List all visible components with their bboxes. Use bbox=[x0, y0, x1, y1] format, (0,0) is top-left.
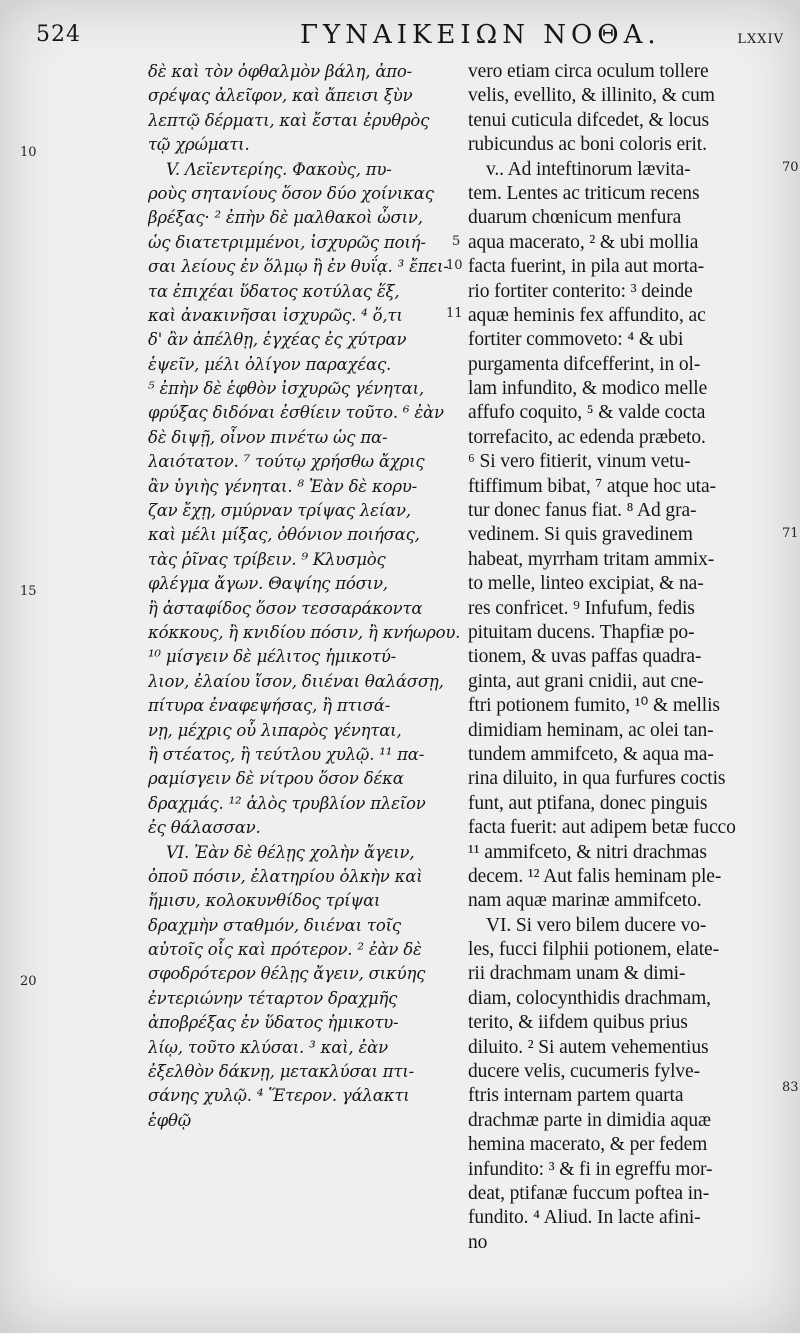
text-line: ἐς θάλασσαν. bbox=[148, 818, 261, 838]
text-line: ζαν ἔχῃ, σμύρναν τρίψας λείαν, bbox=[148, 501, 411, 521]
text-line: ftiffimum bibat, ⁷ atque hoc uta- bbox=[468, 475, 716, 497]
text-line: torrefacito, ac edenda præbeto. bbox=[468, 426, 706, 448]
text-line: tionem, & uvas paffas quadra- bbox=[468, 646, 702, 668]
text-line: λεπτῷ δέρματι, καὶ ἔσται ἐρυθρὸς bbox=[148, 110, 430, 130]
text-line: ραμίσγειν δὲ νίτρου ὅσον δέκα bbox=[148, 769, 404, 789]
text-line: δ' ἂν ἀπέλθῃ, ἐγχέας ἐς χύτραν bbox=[148, 330, 407, 350]
text-line: habeat, myrrham tritam ammix- bbox=[468, 548, 715, 570]
text-line: les, fucci filphii potionem, elate- bbox=[468, 939, 720, 961]
text-line: καὶ ἀνακινῆσαι ἰσχυρῶς. ⁴ ὅ,τι bbox=[148, 305, 403, 325]
text-line: tenui cuticula difcedet, & locus bbox=[468, 109, 710, 131]
text-line: ⁵ ἐπὴν δὲ ἑφθὸν ἰσχυρῶς γένηται, bbox=[148, 379, 424, 399]
greek-line-number: 10 bbox=[20, 145, 37, 160]
text-line: fundito. ⁴ Aliud. In lacte afini- bbox=[468, 1207, 701, 1229]
middle-line-number: 5 bbox=[452, 234, 461, 249]
text-line: facta fuerit: aut adipem betæ fucco bbox=[468, 817, 736, 839]
right-line-number: 83 bbox=[782, 1080, 799, 1095]
text-line: diam, colocynthidis drachmam, bbox=[468, 987, 711, 1009]
text-line: ginta, aut grani cnidii, aut cne- bbox=[468, 670, 704, 692]
text-line: φρύξας διδόναι ἐσθίειν τοῦτο. ⁶ ἐὰν bbox=[148, 403, 444, 423]
text-line: terito, & iifdem quibus prius bbox=[468, 1012, 688, 1034]
text-line: αὐτοῖς οἷς καὶ πρότερον. ² ἐὰν δὲ bbox=[148, 940, 422, 960]
text-line: diluito. ² Si autem vehementius bbox=[468, 1036, 709, 1058]
text-line: ftris internam partem quarta bbox=[468, 1085, 684, 1107]
text-line: vero etiam circa oculum tollere bbox=[468, 61, 709, 82]
middle-line-number: 10 bbox=[446, 258, 463, 273]
text-line: ¹¹ ammifceto, & nitri drachmas bbox=[468, 841, 707, 863]
text-line: tur donec fanus fiat. ⁸ Ad gra- bbox=[468, 500, 697, 522]
greek-line-number: 15 bbox=[20, 584, 37, 599]
text-line: νῃ, μέχρις οὗ λιπαρὸς γένηται, bbox=[148, 720, 402, 740]
text-line: καὶ μέλι μίξας, ὀθόνιον ποιήσας, bbox=[148, 525, 420, 545]
text-line: deat, ptifanæ fuccum poftea in- bbox=[468, 1182, 710, 1204]
greek-line-number: 20 bbox=[20, 974, 37, 989]
text-line: funt, aut ptifana, donec pinguis bbox=[468, 792, 708, 814]
text-line: dimidiam heminam, ac olei tan- bbox=[468, 719, 714, 741]
text-line: res confricet. ⁹ Infufum, fedis bbox=[468, 597, 695, 619]
text-line: VI. Ἐὰν δὲ θέλῃς χολὴν ἄγειν, bbox=[166, 842, 415, 862]
text-line: τῷ χρώματι. bbox=[148, 135, 250, 155]
right-line-number: 70 bbox=[782, 160, 799, 175]
text-line: πίτυρα ἐναφεψήσας, ἢ πτισά- bbox=[148, 696, 391, 716]
text-line: σαι λείους ἐν ὅλμῳ ἢ ἐν θυΐᾳ. ³ ἔπει- bbox=[148, 257, 449, 277]
text-line: affufo coquito, ⁵ & valde cocta bbox=[468, 402, 706, 424]
text-line: ἂν ὑγιὴς γένηται. ⁸ Ἐὰν δὲ κορυ- bbox=[148, 476, 418, 496]
text-line: purgamenta difcefferint, in ol- bbox=[468, 353, 701, 375]
text-line: λαιότατον. ⁷ τούτῳ χρήσθω ἄχρις bbox=[148, 452, 425, 472]
text-line: δὲ καὶ τὸν ὀφθαλμὸν βάλη, ἀπο- bbox=[148, 62, 413, 81]
running-head bbox=[0, 18, 800, 58]
text-line: ἐντεριώνην τέταρτον δραχμῆς bbox=[148, 988, 398, 1008]
text-line: decem. ¹² Aut falis heminam ple- bbox=[468, 865, 722, 887]
text-line: ὡς διατετριμμένοι, ἰσχυρῶς ποιή- bbox=[148, 232, 426, 252]
text-line: v.. Ad inteftinorum lævita- bbox=[486, 158, 691, 180]
text-line: βρέξας· ² ἐπὴν δὲ μαλθακοὶ ὦσιν, bbox=[148, 208, 423, 228]
text-line: tundem ammifceto, & aqua ma- bbox=[468, 743, 714, 765]
text-line: V. Λεϊεντερίης. Φακοὺς, πυ- bbox=[166, 159, 392, 179]
text-line: hemina macerato, & per fedem bbox=[468, 1134, 708, 1156]
running-title: ΓΥΝΑΙΚΕΙΩΝ ΝΟΘΑ. bbox=[300, 20, 661, 50]
text-line: ἐξελθὸν δάκνῃ, μετακλύσαι πτι- bbox=[148, 1062, 414, 1082]
text-line: aquæ heminis fex affundito, ac bbox=[468, 304, 706, 326]
text-line: ἑφθῷ bbox=[148, 1110, 191, 1130]
text-line: σάνης χυλῷ. ⁴ Ἕτερον. γάλακτι bbox=[148, 1086, 410, 1106]
text-line: pituitam ducens. Thapfiæ po- bbox=[468, 621, 695, 643]
text-line: rina diluito, in qua furfures coctis bbox=[468, 768, 726, 790]
text-line: σφοδρότερον θέλῃς ἄγειν, σικύης bbox=[148, 964, 426, 984]
text-line: κόκκους, ἢ κνιδίου πόσιν, ἢ κνήωρου. bbox=[148, 622, 460, 642]
text-line: tem. Lentes ac triticum recens bbox=[468, 182, 700, 204]
text-line: λιον, ἐλαίου ἴσον, διιέναι θαλάσσῃ, bbox=[148, 671, 444, 691]
text-line: λίῳ, τοῦτο κλύσαι. ³ καὶ, ἐὰν bbox=[148, 1037, 388, 1057]
text-line: ἀποβρέξας ἐν ὕδατος ἡμικοτυ- bbox=[148, 1013, 399, 1033]
text-line: ἢ στέατος, ἢ τεύτλου χυλῷ. ¹¹ πα- bbox=[148, 744, 425, 764]
column-marker: LXXIV bbox=[737, 32, 784, 47]
text-line: ἥμισυ, κολοκυνθίδος τρίψαι bbox=[148, 891, 381, 911]
text-line: infundito: ³ & fi in egreffu mor- bbox=[468, 1158, 713, 1180]
text-line: δὲ διψῇ, οἶνον πινέτω ὡς πα- bbox=[148, 427, 388, 447]
text-line: vedinem. Si quis gravedinem bbox=[468, 524, 693, 546]
text-line: facta fuerint, in pila aut morta- bbox=[468, 256, 705, 278]
text-line: φλέγμα ἄγων. Θαψίης πόσιν, bbox=[148, 574, 388, 594]
latin-text-column bbox=[468, 60, 788, 1255]
text-line: δραχμὴν σταθμόν, διιέναι τοῖς bbox=[148, 915, 401, 935]
text-line: lam infundito, & modico melle bbox=[468, 378, 708, 400]
text-line: ὀποῦ πόσιν, ἐλατηρίου ὁλκὴν καὶ bbox=[148, 866, 423, 886]
text-line: rio fortiter conterito: ³ deinde bbox=[468, 280, 693, 302]
text-line: aqua macerato, ² & ubi mollia bbox=[468, 231, 699, 253]
text-line: velis, evellito, & illinito, & cum bbox=[468, 85, 715, 107]
text-line: ἢ ἀσταφίδος ὅσον τεσσαράκοντα bbox=[148, 598, 423, 618]
text-line: drachmæ parte in dimidia aquæ bbox=[468, 1109, 711, 1131]
text-line: ftri potionem fumito, ¹⁰ & mellis bbox=[468, 695, 720, 717]
greek-text-column bbox=[148, 60, 460, 1133]
text-line: ροὺς σητανίους ὅσον δύο χοίνικας bbox=[148, 183, 434, 203]
text-line: ¹⁰ μίσγειν δὲ μέλιτος ἡμικοτύ- bbox=[148, 647, 397, 667]
text-line: ἑψεῖν, μέλι ὀλίγον παραχέας. bbox=[148, 354, 392, 374]
text-line: rubicundus ac boni coloris erit. bbox=[468, 134, 707, 156]
text-line: duarum chœnicum menfura bbox=[468, 207, 682, 229]
text-line: no bbox=[468, 1231, 488, 1253]
text-line: nam aquæ marinæ ammifceto. bbox=[468, 890, 702, 912]
text-line: δραχμάς. ¹² ἁλὸς τρυβλίον πλεῖον bbox=[148, 793, 426, 813]
text-line: rii drachmam unam & dimi- bbox=[468, 963, 686, 985]
text-line: τα ἐπιχέαι ὕδατος κοτύλας ἕξ, bbox=[148, 281, 400, 301]
text-line: τὰς ῥῖνας τρίβειν. ⁹ Κλυσμὸς bbox=[148, 549, 386, 569]
text-line: σρέψας ἀλεῖφον, καὶ ἄπεισι ξὺν bbox=[148, 86, 413, 106]
text-line: ⁶ Si vero fitierit, vinum vetu- bbox=[468, 451, 691, 473]
middle-line-number: 11 bbox=[446, 306, 463, 321]
text-line: VI. Si vero bilem ducere vo- bbox=[486, 914, 707, 936]
page-number: 524 bbox=[36, 22, 81, 47]
text-line: ducere velis, cucumeris fylve- bbox=[468, 1061, 700, 1083]
text-line: to melle, linteo excipiat, & na- bbox=[468, 573, 704, 595]
right-line-number: 71 bbox=[782, 526, 799, 541]
text-line: fortiter commoveto: ⁴ & ubi bbox=[468, 329, 684, 351]
